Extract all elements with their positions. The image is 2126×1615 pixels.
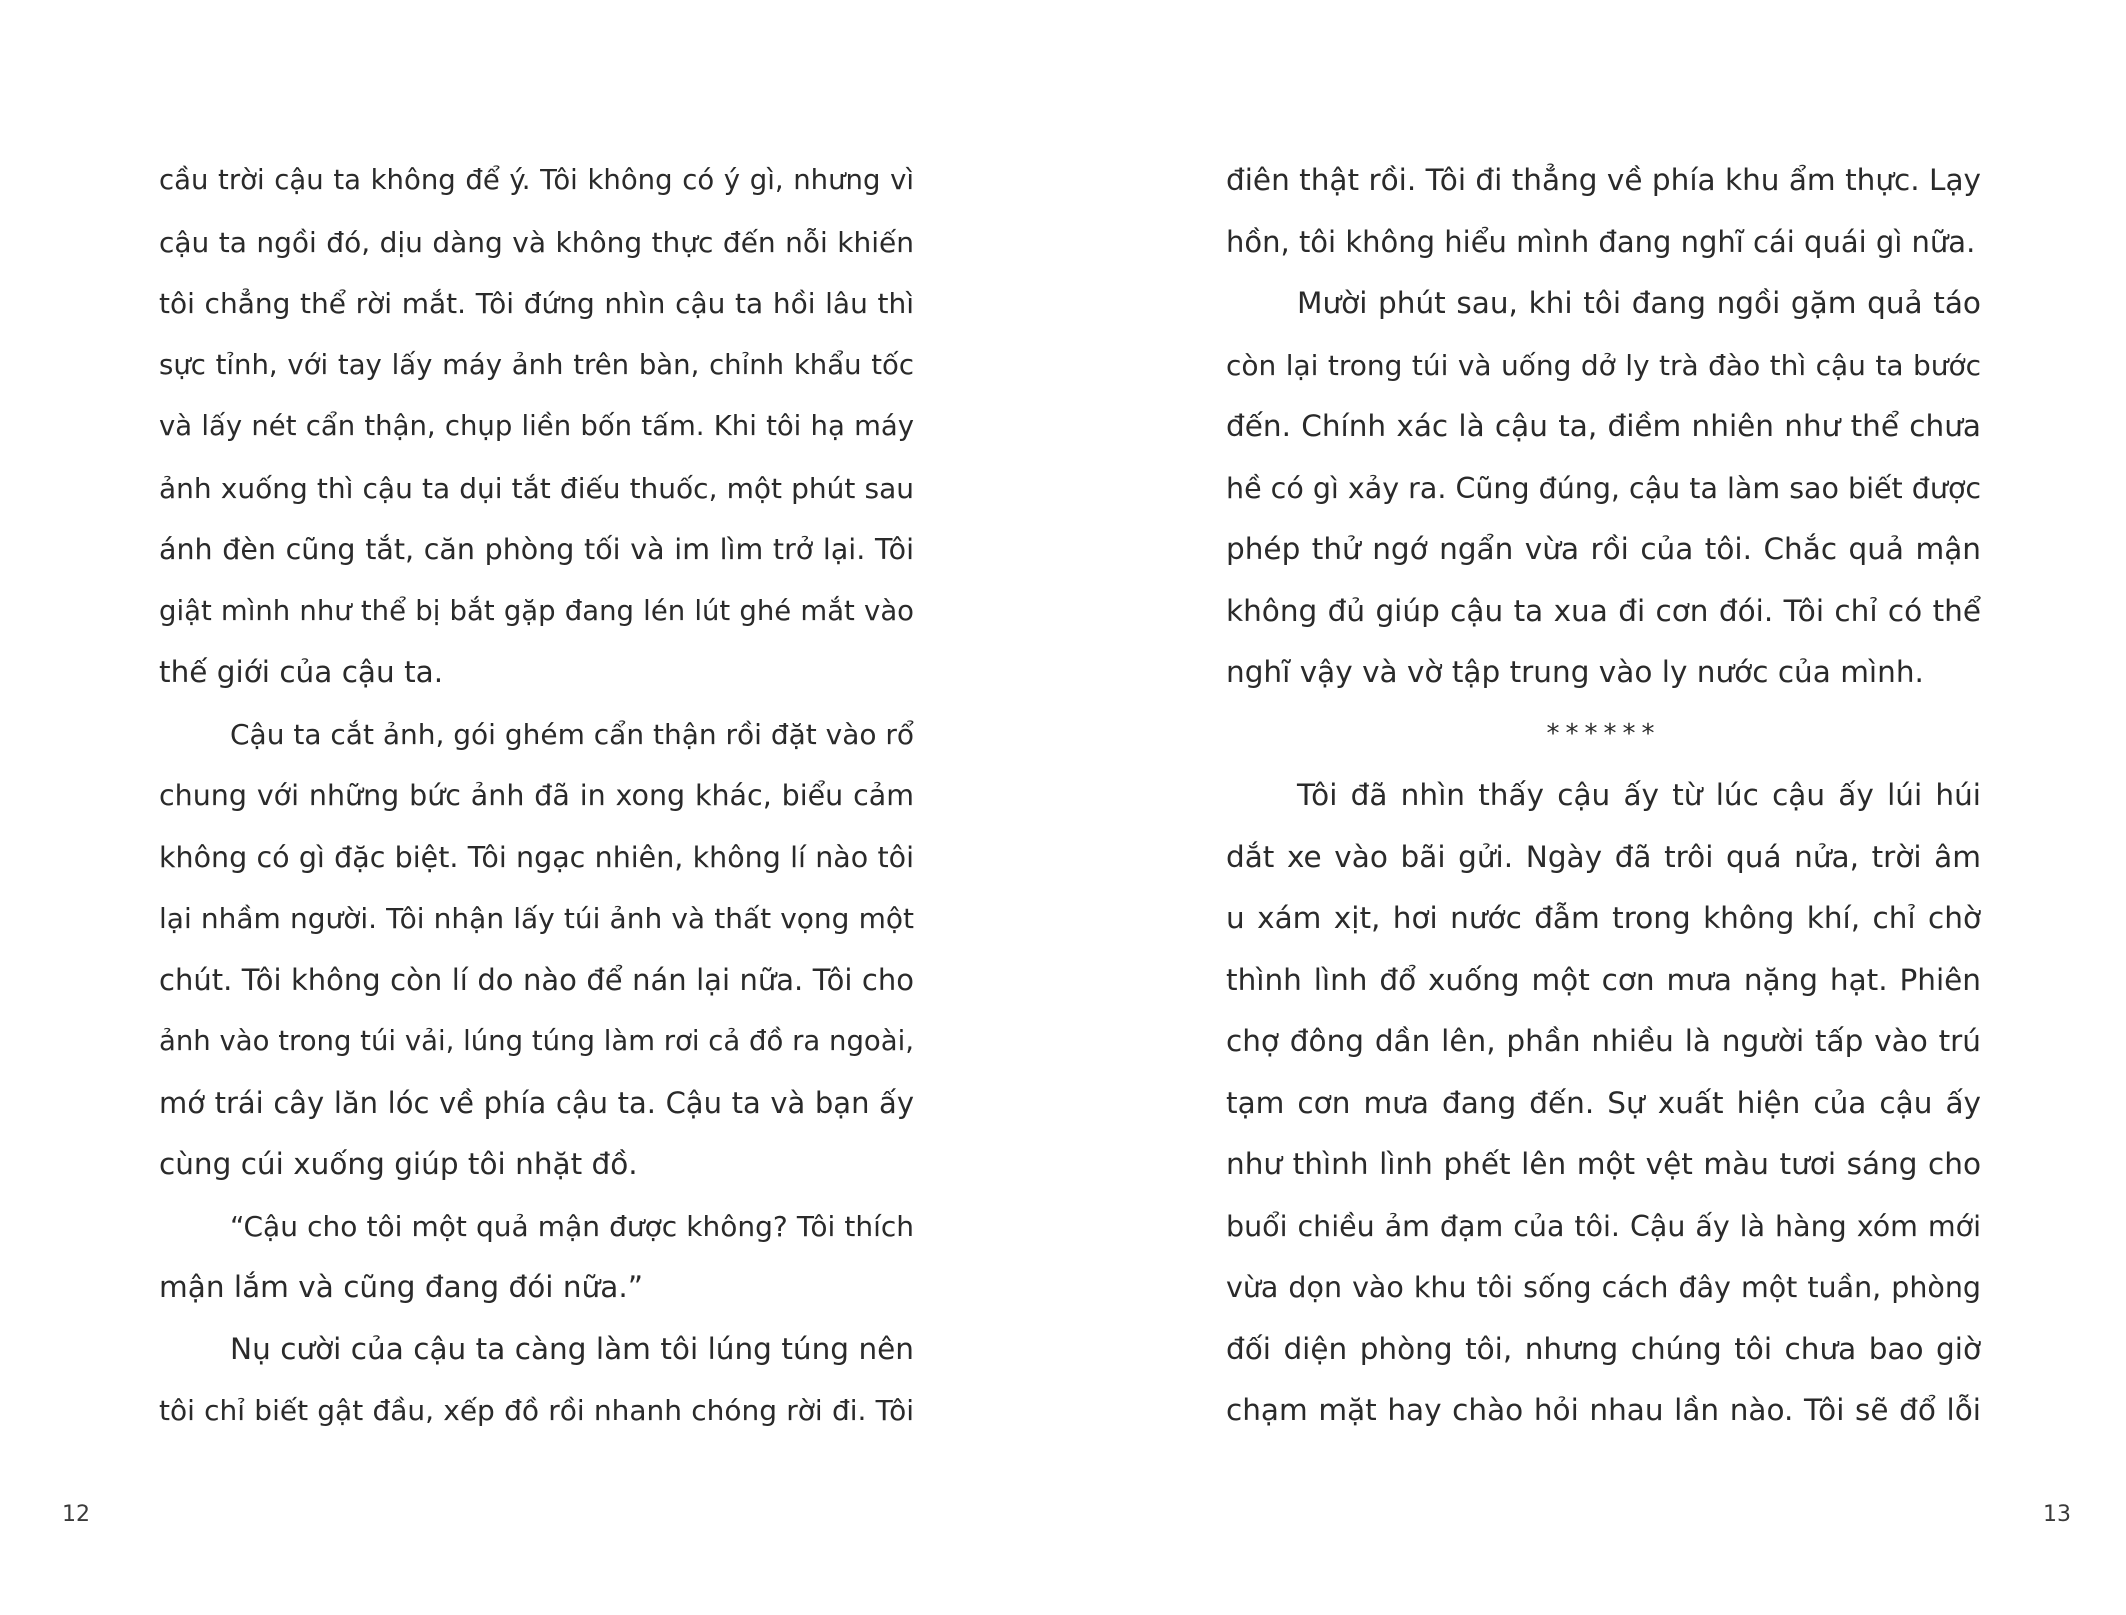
text-line: ảnh vào trong túi vải, lúng túng làm rơi cả đồ ra ngoài, [159,1025,914,1057]
text-line: thế giới của cậu ta. [159,655,444,689]
text-line: mận lắm và cũng đang đói nữa.” [159,1270,643,1304]
paragraph-start-line: “Cậu cho tôi một quả mận được không? Tôi thích [230,1209,914,1243]
paragraph-start-line: Mười phút sau, khi tôi đang ngồi gặm quả táo [1297,286,1981,320]
text-line: còn lại trong túi và uống dở ly trà đào thì cậu ta bước [1226,348,1981,382]
paragraph-start-line: Tôi đã nhìn thấy cậu ấy từ lúc cậu ấy lúi húi [1297,778,1981,812]
right-page [1063,0,2126,1615]
text-line: dắt xe vào bãi gửi. Ngày đã trôi quá nửa, trời âm [1226,839,1981,874]
text-line: thình lình đổ xuống một cơn mưa nặng hạt. Phiên [1226,962,1981,997]
page-number: 13 [2043,1502,2071,1527]
text-line: vừa dọn vào khu tôi sống cách đây một tuần, phòng [1226,1271,1981,1304]
text-line: hề có gì xảy ra. Cũng đúng, cậu ta làm sao biết được [1226,471,1982,505]
text-line: như thình lình phết lên một vệt màu tươi sáng cho [1226,1147,1981,1181]
text-line: chút. Tôi không còn lí do nào để nán lại nữa. Tôi cho [159,962,914,997]
text-line: ảnh xuống thì cậu ta dụi tắt điếu thuốc, một phút sau [159,471,914,505]
text-line: điên thật rồi. Tôi đi thẳng về phía khu ẩm thực. Lạy [1226,163,1981,197]
text-line: mớ trái cây lăn lóc về phía cậu ta. Cậu ta và bạn ấy [159,1085,914,1120]
text-line: đến. Chính xác là cậu ta, điềm nhiên như thể chưa [1226,409,1981,443]
paragraph-start-line: Cậu ta cắt ảnh, gói ghém cẩn thận rồi đặt vào rổ [230,717,915,751]
text-line: cậu ta ngồi đó, dịu dàng và không thực đến nỗi khiến [159,225,914,259]
text-line: tạm cơn mưa đang đến. Sự xuất hiện của cậu ấy [1226,1085,1981,1120]
text-line: chợ đông dần lên, phần nhiều là người tấp vào trú [1226,1024,1981,1058]
text-line: không có gì đặc biệt. Tôi ngạc nhiên, không lí nào tôi [159,840,914,874]
page-number: 12 [62,1502,90,1527]
text-line: không đủ giúp cậu ta xua đi cơn đói. Tôi chỉ có thể [1226,593,1981,628]
text-line: tôi chỉ biết gật đầu, xếp đồ rồi nhanh chóng rời đi. Tôi [159,1394,914,1427]
text-line: phép thử ngớ ngẩn vừa rồi của tôi. Chắc quả mận [1226,532,1981,566]
text-line: hồn, tôi không hiểu mình đang nghĩ cái quái gì nữa. [1226,224,1976,259]
paragraph-start-line: Nụ cười của cậu ta càng làm tôi lúng túng nên [230,1331,914,1366]
text-line: sực tỉnh, với tay lấy máy ảnh trên bàn, chỉnh khẩu tốc [159,348,914,381]
left-page-text [159,150,914,1442]
text-line: chung với những bức ảnh đã in xong khác, biểu cảm [159,779,914,812]
text-line: cùng cúi xuống giúp tôi nhặt đồ. [159,1147,638,1181]
text-line: tôi chẳng thể rời mắt. Tôi đứng nhìn cậu ta hồi lâu thì [159,287,914,320]
text-line: u xám xịt, hơi nước đẫm trong không khí, chỉ chờ [1226,901,1981,935]
text-line: và lấy nét cẩn thận, chụp liền bốn tấm. Khi tôi hạ máy [159,410,914,442]
text-line: buổi chiều ảm đạm của tôi. Cậu ấy là hàng xóm mới [1226,1209,1981,1243]
text-line: ánh đèn cũng tắt, căn phòng tối và im lìm trở lại. Tôi [159,533,914,566]
text-line: lại nhầm người. Tôi nhận lấy túi ảnh và thất vọng một [159,902,914,935]
right-page-text [1226,150,1981,1442]
text-line: giật mình như thể bị bắt gặp đang lén lút ghé mắt vào [159,594,914,627]
section-separator: ****** [1546,718,1661,749]
text-line: chạm mặt hay chào hỏi nhau lần nào. Tôi sẽ đổ lỗi [1226,1393,1981,1427]
text-line: cầu trời cậu ta không để ý. Tôi không có ý gì, nhưng vì [159,164,914,196]
text-line: nghĩ vậy và vờ tập trung vào ly nước của mình. [1226,655,1924,689]
text-line: đối diện phòng tôi, nhưng chúng tôi chưa bao giờ [1226,1331,1981,1366]
